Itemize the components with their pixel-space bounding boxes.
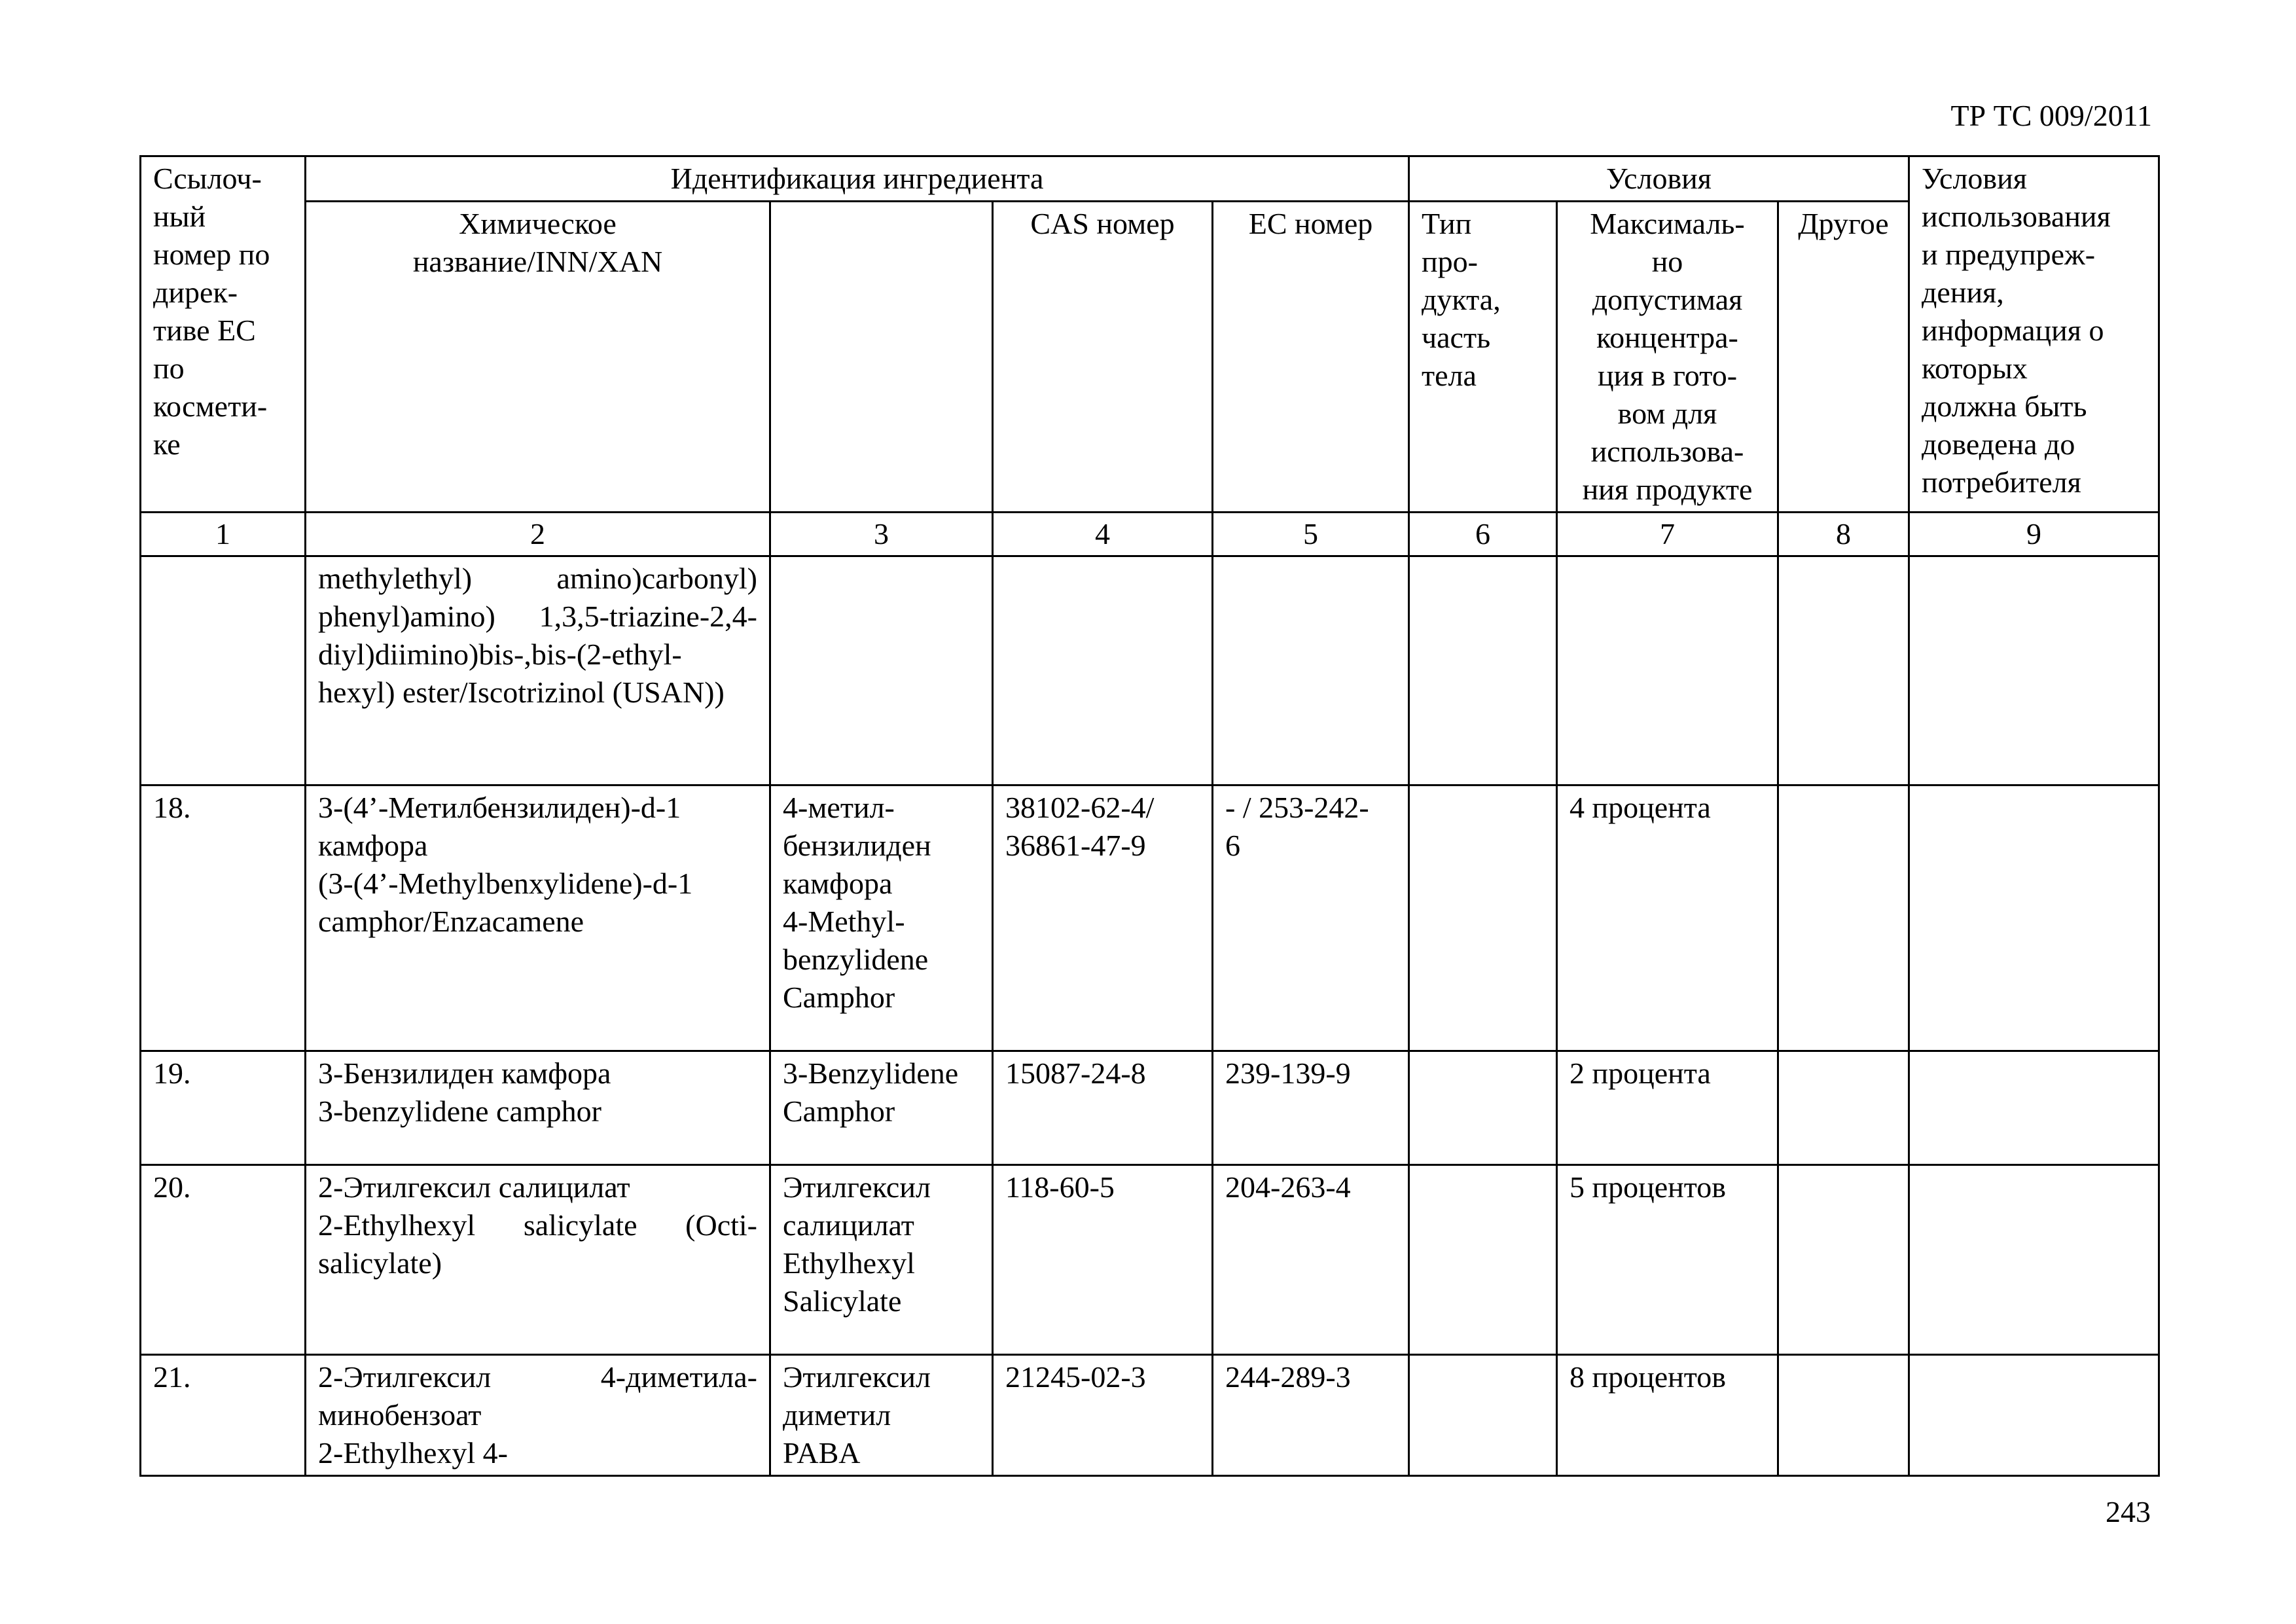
column-number: 8: [1778, 513, 1909, 556]
ingredients-table: [139, 155, 2160, 1477]
column-number: 7: [1557, 513, 1778, 556]
cell-max-concentration: 8 процентов: [1557, 1355, 1778, 1476]
header-usage-warnings: Условия использования и предупреж- дения, информация о которых должна быть доведена до потребителя: [1909, 156, 2159, 513]
cell-product-type: [1409, 785, 1557, 1051]
cell-product-type: [1409, 1355, 1557, 1476]
cell-chemical-name: 2-Этилгексил 4-диметила-минобензоат 2-Ethylhexyl 4-: [306, 1355, 770, 1476]
table-row: [141, 1051, 2159, 1165]
cell-product-type: [1409, 1051, 1557, 1165]
cell-col3: Этилгексил диметил PABA: [770, 1355, 993, 1476]
cell-cas: 15087-24-8: [993, 1051, 1213, 1165]
cell-ec: 239-139-9: [1213, 1051, 1409, 1165]
cell-other: [1778, 1051, 1909, 1165]
cell-chemical-name: 3-(4’-Метилбензилиден)-d-1 камфора (3-(4’-Methylbenxylidene)-d-1 camphor/Enzacamene: [306, 785, 770, 1051]
cell-chemical-name: 2-Этилгексил салицилат 2-Ethylhexyl salicylate (Octi-salicylate): [306, 1165, 770, 1355]
cell-ec: - / 253-242- 6: [1213, 785, 1409, 1051]
header-ref-number: Ссылоч- ный номер по дирек- тиве ЕС по космети- ке: [141, 156, 306, 513]
column-number: 4: [993, 513, 1213, 556]
column-number: 2: [306, 513, 770, 556]
cell-other: [1778, 556, 1909, 785]
table-header-row: [141, 156, 2159, 202]
cell-other: [1778, 785, 1909, 1051]
header-cas-number: CAS номер: [993, 202, 1213, 513]
header-max-concentration: Максималь- но допустимая концентра- ция в гото- вом для использова- ния продукте: [1557, 202, 1778, 513]
cell-chemical-name: 3-Бензилиден камфора 3-benzylidene camphor: [306, 1051, 770, 1165]
cell-usage: [1909, 785, 2159, 1051]
cell-col3: 4-метил- бензилиден камфора 4-Methyl- benzylidene Camphor: [770, 785, 993, 1051]
cell-product-type: [1409, 1165, 1557, 1355]
column-number: 6: [1409, 513, 1557, 556]
cell-other: [1778, 1355, 1909, 1476]
cell-cas: 21245-02-3: [993, 1355, 1213, 1476]
column-number: 3: [770, 513, 993, 556]
column-number: 9: [1909, 513, 2159, 556]
cell-max-concentration: 4 процента: [1557, 785, 1778, 1051]
column-number-row: [141, 513, 2159, 556]
cell-ec: 244-289-3: [1213, 1355, 1409, 1476]
cell-ec: [1213, 556, 1409, 785]
cell-usage: [1909, 1355, 2159, 1476]
cell-product-type: [1409, 556, 1557, 785]
table-row: [141, 1355, 2159, 1476]
column-number: 1: [141, 513, 306, 556]
header-other: Другое: [1778, 202, 1909, 513]
cell-chemical-name: methylethyl) amino)carbonyl) phenyl)amino) 1,3,5-triazine-2,4-diyl)diimino)bis-,bis-(2-ethyl-hexyl) ester/Iscotrizinol (USAN)): [306, 556, 770, 785]
cell-col3: Этилгексил салицилат Ethylhexyl Salicylate: [770, 1165, 993, 1355]
table-row: [141, 785, 2159, 1051]
cell-ref: 18.: [141, 785, 306, 1051]
header-product-type: Тип про- дукта, часть тела: [1409, 202, 1557, 513]
page-number: 243: [2106, 1495, 2151, 1528]
table-row: [141, 556, 2159, 785]
table-row: [141, 1165, 2159, 1355]
table-subheader-row: [141, 202, 2159, 513]
header-chemical-name: Химическое название/INN/XAN: [306, 202, 770, 513]
cell-col3: 3-Benzylidene Camphor: [770, 1051, 993, 1165]
cell-usage: [1909, 1051, 2159, 1165]
document-code: ТР ТС 009/2011: [1950, 99, 2152, 132]
header-col3: [770, 202, 993, 513]
cell-ref: [141, 556, 306, 785]
column-number: 5: [1213, 513, 1409, 556]
header-conditions: Условия: [1409, 156, 1909, 202]
header-identification: Идентификация ингредиента: [306, 156, 1409, 202]
cell-cas: 38102-62-4/ 36861-47-9: [993, 785, 1213, 1051]
cell-usage: [1909, 1165, 2159, 1355]
cell-max-concentration: [1557, 556, 1778, 785]
cell-other: [1778, 1165, 1909, 1355]
cell-max-concentration: 5 процентов: [1557, 1165, 1778, 1355]
header-ec-number: ЕС номер: [1213, 202, 1409, 513]
cell-ec: 204-263-4: [1213, 1165, 1409, 1355]
cell-usage: [1909, 556, 2159, 785]
cell-cas: [993, 556, 1213, 785]
cell-cas: 118-60-5: [993, 1165, 1213, 1355]
cell-ref: 19.: [141, 1051, 306, 1165]
cell-col3: [770, 556, 993, 785]
cell-max-concentration: 2 процента: [1557, 1051, 1778, 1165]
cell-ref: 21.: [141, 1355, 306, 1476]
cell-ref: 20.: [141, 1165, 306, 1355]
